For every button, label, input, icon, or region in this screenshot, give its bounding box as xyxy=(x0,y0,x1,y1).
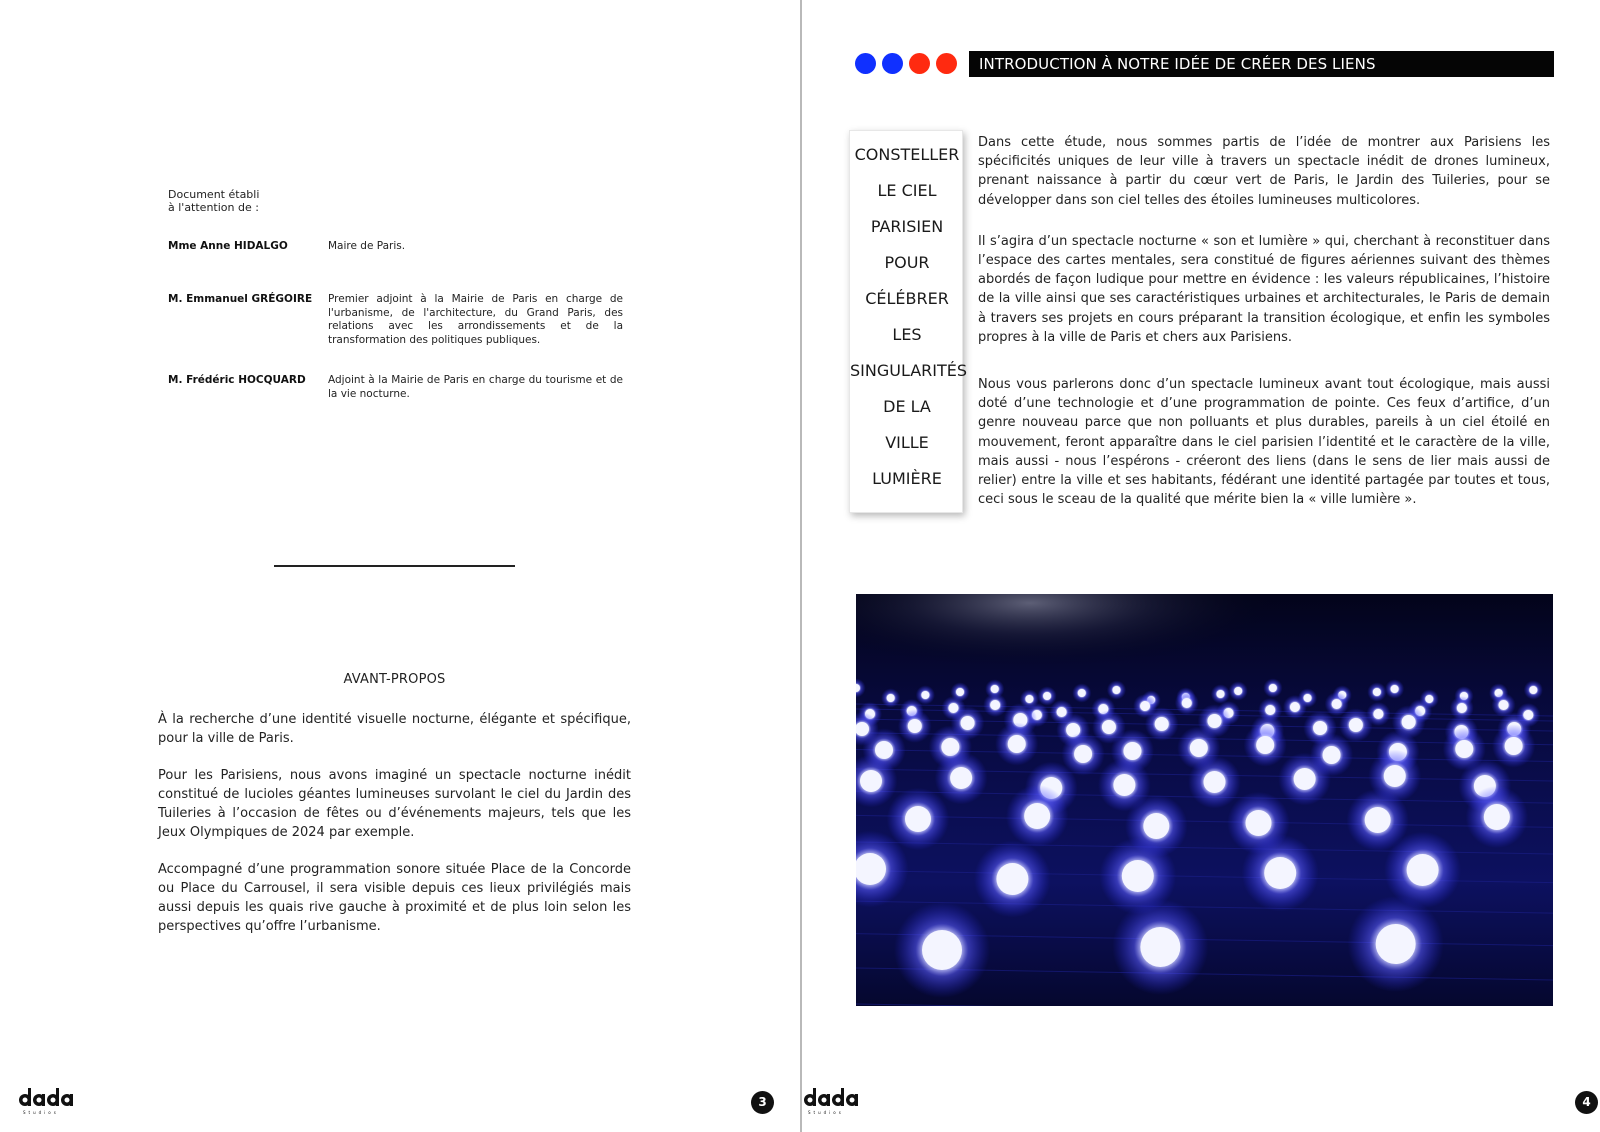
section-header: INTRODUCTION À NOTRE IDÉE DE CRÉER DES LIENS xyxy=(969,51,1554,77)
dada-logo-icon xyxy=(803,1086,859,1116)
card-word: CÉLÉBRER xyxy=(865,289,949,308)
drone-light xyxy=(1182,698,1192,708)
drone-light xyxy=(1246,810,1272,836)
recipient-name: Mme Anne HIDALGO xyxy=(168,240,288,252)
blue-dot-icon xyxy=(882,53,903,74)
drone-light xyxy=(1122,860,1154,892)
addressed-line-1: Document établi xyxy=(168,188,260,201)
drone-light xyxy=(990,700,1000,710)
drone-light xyxy=(908,719,922,733)
horizontal-divider xyxy=(274,565,515,567)
drone-light xyxy=(1384,765,1406,787)
drone-light xyxy=(1024,803,1050,829)
card-word: LE CIEL xyxy=(877,181,937,200)
card-word: POUR xyxy=(884,253,930,272)
drone-light xyxy=(1008,735,1026,753)
drone-light xyxy=(1190,739,1208,757)
intro-paragraph: Dans cette étude, nous sommes partis de l’idée de montrer aux Parisiens les spécificités uniques de leur ville à travers un spectacle inédit de drones lumineux, prenant naissance à partir du cœur vert de Paris, le Jardin des Tuileries, pour se développer dans son ciel telles des étoiles lumineuses multicolores. xyxy=(978,135,1550,208)
drone-light xyxy=(1043,692,1051,700)
intro-paragraph: Nous vous parlerons donc d’un spectacle lumineux avant tout écologique, mais aussi doté d’une technologie et d’une programmation de pointe. Ces feux d’artifice, d’un genre nouveau parce que non polluants et plus durables, pareils à un ciel étoilé en mouvement, feront apparaître dans le ciel parisien l’identité et le caractère de la ville, mais aussi - nous l’espérons - créeront des liens (dans le sens de lier mais aussi de relier) entre la ville et ses habitants, fédérant une identité partagée par toutes et tous, ceci sous le sceau de la qualité que mérite bien la « ville lumière ». xyxy=(978,377,1550,508)
drone-light xyxy=(961,716,975,730)
drone-light xyxy=(996,863,1028,895)
drone-light xyxy=(922,930,962,970)
drone-light xyxy=(1265,705,1275,715)
drone-light xyxy=(921,691,929,699)
recipient-name: M. Emmanuel GRÉGOIRE xyxy=(168,293,313,305)
drone-light xyxy=(1457,703,1467,713)
drone-light xyxy=(1294,768,1316,790)
addressed-to xyxy=(168,188,259,214)
drone-light xyxy=(860,770,882,792)
drone-light xyxy=(1323,746,1341,764)
card-word: VILLE xyxy=(885,433,929,452)
card-word: PARISIEN xyxy=(870,217,944,236)
drone-light xyxy=(956,688,964,696)
drone-light xyxy=(1264,857,1296,889)
drone-light xyxy=(950,767,972,789)
foreword-paragraph: Accompagné d’une programmation sonore située Place de la Concorde ou Place du Carrousel, il sera visible depuis ces lieux privilégiés mais aussi depuis les quais rive gauche à proximité et de plus loin selon les perspectives qu’offre l’urbanisme. xyxy=(158,862,631,934)
drone-light xyxy=(1365,807,1391,833)
foreword-paragraph: Pour les Parisiens, nous avons imaginé un spectacle nocturne inédit constitué de lucioles géantes lumineuses survolant le ciel du Jardin des Tuileries à l’occasion de fêtes ou d’événements majeurs, tels que les Jeux Olympiques de 2024 par exemple. xyxy=(158,768,631,840)
drone-light xyxy=(1256,736,1274,754)
card-word: LES xyxy=(892,325,922,344)
drone-light xyxy=(1407,854,1439,886)
drone-light xyxy=(1217,690,1225,698)
drone-light xyxy=(1313,721,1327,735)
drone-light xyxy=(1505,737,1523,755)
intro-paragraph: Il s’agira d’un spectacle nocturne « son et lumière » qui, cherchant à reconstituer dans l’espace des cartes mentales, sera constitué de figures aériennes suivant des thèmes abordés de façon ludique pour mettre en évidence : les valeurs républicaines, l’histoire de la ville ainsi que ses caractéristiques urbaines et architecturales, le Paris de demain à travers ses projets en cours préparant la transition écologique, et enfin les symboles propres à la ville de Paris et chers aux Parisiens. xyxy=(978,233,1550,345)
drone-light xyxy=(1123,742,1141,760)
drone-light xyxy=(1078,689,1086,697)
foreword-body xyxy=(158,710,631,954)
drone-light xyxy=(887,694,895,702)
drone-light xyxy=(1349,718,1363,732)
card-word: SINGULARITÉS xyxy=(850,361,968,380)
recipient-name: M. Frédéric HOCQUARD xyxy=(168,374,306,386)
drone-light xyxy=(1074,745,1092,763)
page-number: 3 xyxy=(751,1091,774,1114)
page-number: 4 xyxy=(1575,1091,1598,1114)
drone-light xyxy=(1140,701,1150,711)
drone-light xyxy=(1025,695,1033,703)
addressed-line-2: à l'attention de : xyxy=(168,201,259,214)
foreword-title: AVANT-PROPOS xyxy=(343,672,446,687)
drone-light xyxy=(1484,804,1510,830)
drone-light xyxy=(1332,699,1342,709)
drone-light xyxy=(1143,813,1169,839)
drone-light xyxy=(1391,685,1399,693)
drone-light xyxy=(905,806,931,832)
page-spine xyxy=(800,0,802,1132)
card-word: LUMIÈRE xyxy=(872,469,942,488)
drone-light xyxy=(1269,684,1277,692)
logo-tagline: Studios xyxy=(23,1110,59,1115)
card-word: DE LA xyxy=(883,397,931,416)
red-dot-icon xyxy=(936,53,957,74)
drone-light xyxy=(1402,715,1416,729)
logo-tagline: Studios xyxy=(808,1110,844,1115)
drone-light xyxy=(1112,686,1120,694)
blue-dot-icon xyxy=(855,53,876,74)
drone-light xyxy=(1204,771,1226,793)
recipient-role: Premier adjoint à la Mairie de Paris en charge de l'urbanisme, de l'architecture, du Grand Paris, des relations avec les arrondissements et de la transformation des politiques publiques. xyxy=(328,293,623,346)
drone-field-image xyxy=(856,594,1553,1006)
drone-light xyxy=(1155,717,1169,731)
foreword-paragraph: À la recherche d’une identité visuelle nocturne, élégante et spécifique, pour la ville de Paris. xyxy=(158,712,631,746)
recipient-role: Adjoint à la Mairie de Paris en charge du tourisme et de la vie nocturne. xyxy=(328,374,623,400)
drone-light xyxy=(1529,686,1537,694)
vertical-word-card xyxy=(849,130,968,513)
drone-light xyxy=(1208,714,1222,728)
drone-light xyxy=(1234,687,1242,695)
drone-light xyxy=(1376,924,1416,964)
drone-light xyxy=(1140,927,1180,967)
card-word: CONSTELLER xyxy=(854,145,960,164)
recipient-role: Maire de Paris. xyxy=(328,240,406,252)
drone-light xyxy=(1290,702,1300,712)
illuminated-drones-photo xyxy=(856,594,1553,1006)
drone-light xyxy=(991,685,999,693)
drone-light xyxy=(1455,740,1473,758)
red-dot-icon xyxy=(909,53,930,74)
dada-logo-icon xyxy=(18,1086,74,1116)
intro-body xyxy=(978,133,1550,531)
drone-light xyxy=(1373,688,1381,696)
page-4 xyxy=(803,0,1600,1132)
drone-light xyxy=(1499,700,1509,710)
drone-light xyxy=(1102,720,1116,734)
drone-light xyxy=(1373,709,1383,719)
drone-light xyxy=(1113,774,1135,796)
